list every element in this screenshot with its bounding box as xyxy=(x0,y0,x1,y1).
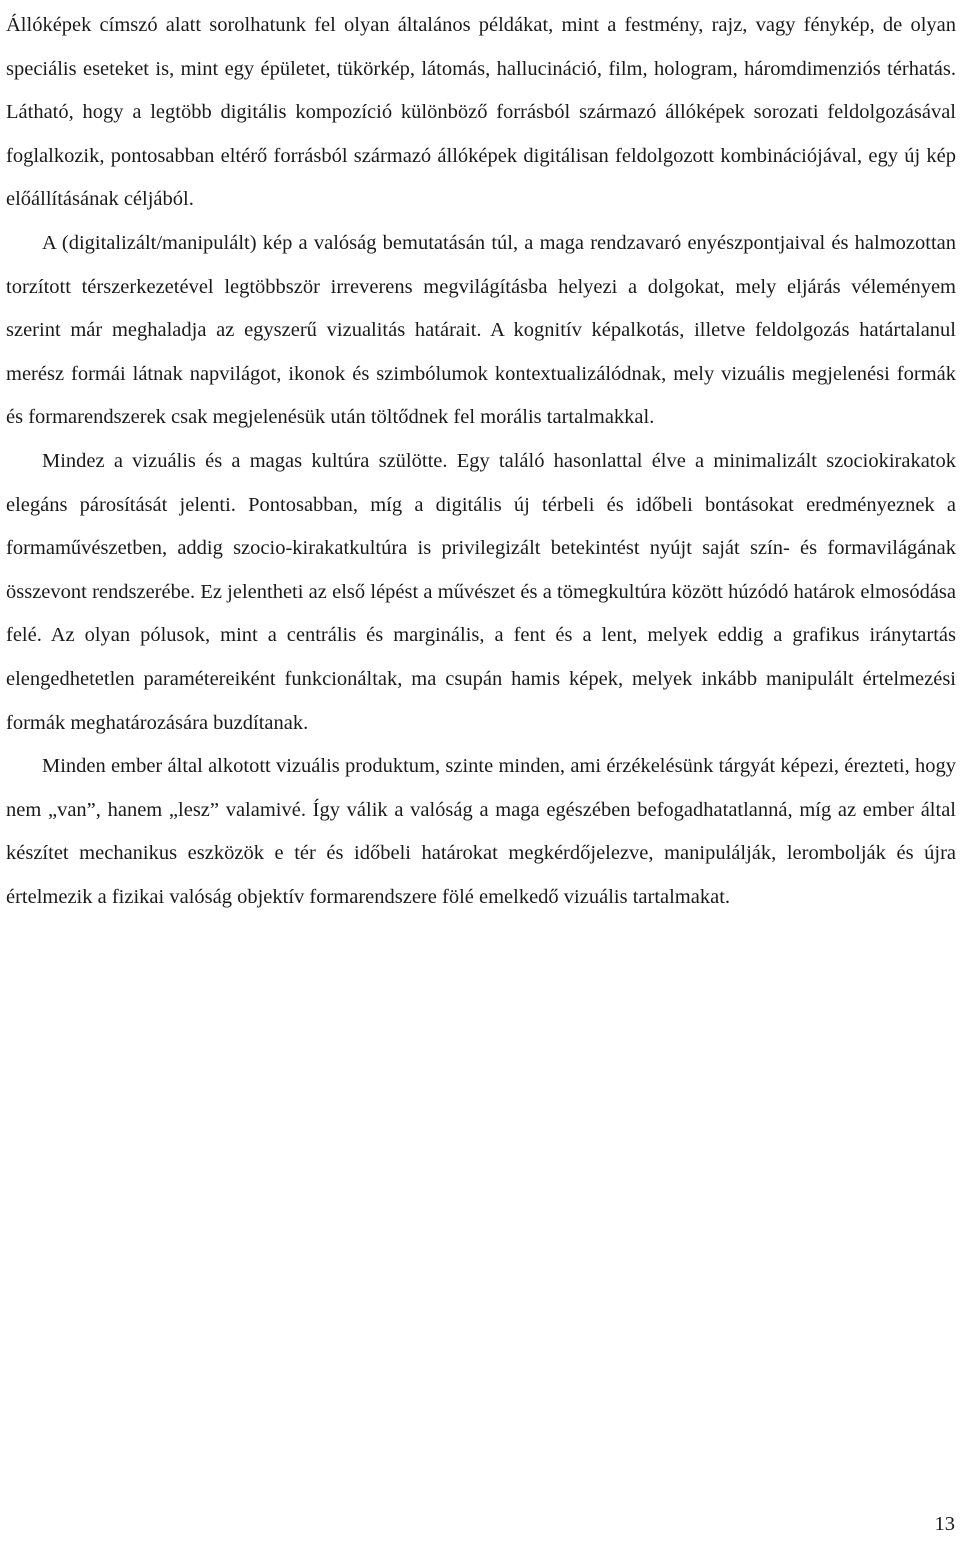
paragraph-visual-product: Minden ember által alkotott vizuális produktum, szinte minden, ami érzékelésünk tárgyát képezi, érezteti, hogy nem „van”, hanem „lesz” valamivé. Így válik a valóság a maga egészében befogadhatatlanná, míg az ember által készítet mechanikus eszközök e tér és időbeli határokat megkérdőjelezve, manipulálják, lerombolják és újra értelmezik a fizikai valóság objektív formarendszere fölé emelkedő vizuális tartalmakat. xyxy=(6,755,956,908)
page-number: 13 xyxy=(934,1513,955,1535)
paragraph-visual-culture: Mindez a vizuális és a magas kultúra szülötte. Egy találó hasonlattal élve a minimalizált szociokirakatok elegáns párosítását jelenti. Pontosabban, míg a digitális új térbeli és időbeli bontásokat eredményeznek a formaművészetben, addig szocio-kirakatkultúra is privilegizált betekintést nyújt saját szín- és formavilágának összevont rendszerébe. Ez jelentheti az első lépést a művészet és a tömegkultúra között húzódó határok elmosódása felé. Az olyan pólusok, mint a centrális és marginális, a fent és a lent, melyek eddig a grafikus iránytartás elengedhetetlen paramétereiként funkcionáltak, ma csupán hamis képek, melyek inkább manipulált értelmezési formák meghatározására buzdítanak. xyxy=(6,449,956,734)
paragraph-manipulated-image: A (digitalizált/manipulált) kép a valóság bemutatásán túl, a maga rendzavaró enyészpontjaival és halmozottan torzított térszerkezetével legtöbbször irreverens megvilágításba helyezi a dolgokat, mely eljárás véleményem szerint már meghaladja az egyszerű vizualitás határait. A kognitív képalkotás, illetve feldolgozás határtalanul merész formái látnak napvilágot, ikonok és szimbólumok kontextualizálódnak, mely vizuális megjelenési formák és formarendszerek csak megjelenésük után töltődnek fel morális tartalmakkal. xyxy=(6,231,956,429)
paragraph-still-images: Állóképek címszó alatt sorolhatunk fel olyan általános példákat, mint a festmény, rajz, vagy fénykép, de olyan speciális eseteket is, mint egy épületet, tükörkép, látomás, hallucináció, film, hologram, háromdimenziós térhatás. Látható, hogy a legtöbb digitális kompozíció különböző forrásból származó állóképek sorozati feldolgozásával foglalkozik, pontosabban eltérő forrásból származó állóképek digitálisan feldolgozott kombinációjával, egy új kép előállításának céljából. xyxy=(6,14,956,211)
document-body xyxy=(6,4,956,919)
